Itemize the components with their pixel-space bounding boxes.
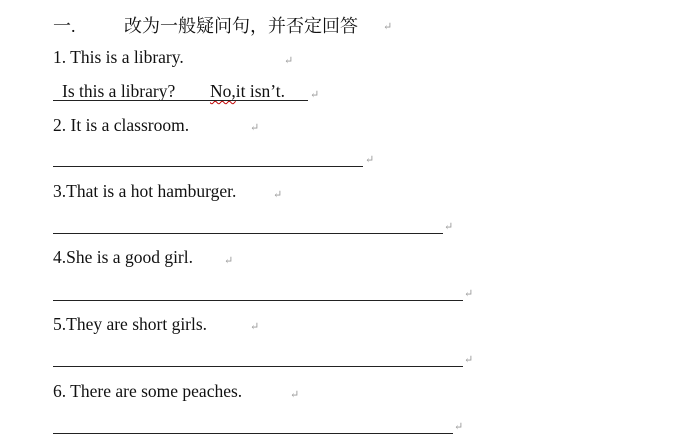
- example-answer-rest: it isn’t.: [235, 81, 286, 101]
- example-answer-no: No,: [209, 81, 236, 101]
- item-6-sentence: 6. There are some peaches.: [53, 381, 243, 401]
- return-mark: ↵: [224, 255, 234, 267]
- return-mark: ↵: [290, 389, 300, 401]
- item-5-sentence: 5.They are short girls.: [53, 314, 208, 334]
- item-3-sentence: 3.That is a hot hamburger.: [53, 181, 237, 201]
- answer-blank-4[interactable]: [53, 300, 463, 301]
- return-mark: ↵: [284, 55, 294, 67]
- section-number: 一.: [53, 16, 76, 36]
- return-mark: ↵: [383, 21, 393, 33]
- answer-blank-6[interactable]: [53, 433, 453, 434]
- return-mark: ↵: [464, 288, 474, 300]
- return-mark: ↵: [250, 122, 260, 134]
- answer-blank-3[interactable]: [53, 233, 443, 234]
- answer-blank-2[interactable]: [53, 166, 363, 167]
- answer-blank-5[interactable]: [53, 366, 463, 367]
- example-answer-line: [62, 80, 285, 102]
- return-mark: ↵: [444, 221, 454, 233]
- return-mark: ↵: [464, 354, 474, 366]
- section-instruction: 改为一般疑问句，并否定回答: [124, 16, 358, 36]
- return-mark: ↵: [273, 189, 283, 201]
- answer-underline: [53, 100, 308, 101]
- return-mark: ↵: [310, 89, 320, 101]
- return-mark: ↵: [250, 321, 260, 333]
- return-mark: ↵: [454, 421, 464, 433]
- item-2-sentence: 2. It is a classroom.: [53, 115, 190, 135]
- return-mark: ↵: [365, 154, 375, 166]
- example-question: Is this a library?: [62, 81, 176, 101]
- item-4-sentence: 4.She is a good girl.: [53, 247, 193, 267]
- item-1-sentence: 1. This is a library.: [53, 47, 184, 67]
